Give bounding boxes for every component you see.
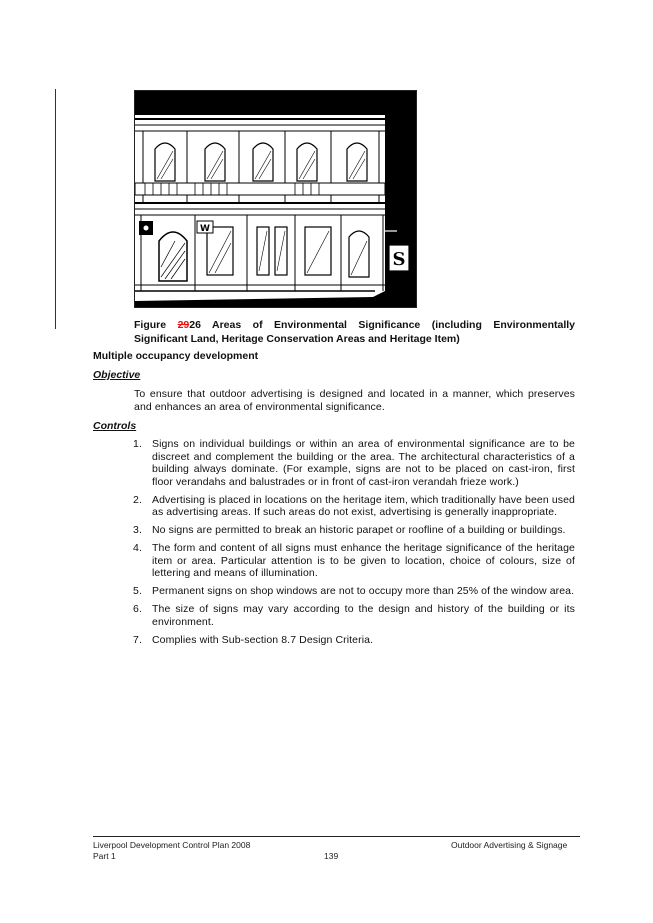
- control-item: [133, 634, 575, 647]
- caption-number-deleted: 29: [177, 319, 190, 331]
- objective-text: To ensure that outdoor advertising is designed and located in a manner, which preserves and enhances an area of environmental significance.: [134, 388, 575, 413]
- control-item: [133, 438, 575, 488]
- control-text: No signs are permitted to break an historic parapet or roofline of a building or buildings.: [152, 524, 566, 536]
- figure-caption: [134, 318, 575, 346]
- caption-prefix: Figure: [134, 319, 167, 331]
- control-item: [133, 524, 575, 537]
- footer-divider: [93, 836, 580, 837]
- footer-document-title: Liverpool Development Control Plan 2008: [93, 840, 251, 850]
- control-number: 5.: [133, 585, 142, 597]
- control-text: Permanent signs on shop windows are not to occupy more than 25% of the window area.: [152, 585, 575, 597]
- caption-line2: Significant Land, Heritage Conservation Areas and Heritage Item): [134, 333, 460, 345]
- control-text: Signs on individual buildings or within an area of environmental significance are to be discreet and complement the building or the area. The architectural characteristics of a building always dominate. (For example, signs are not to be placed on cast-iron, first floor verandahs and balustrades or in front of cast-iron verandah frieze work.): [152, 438, 575, 488]
- footer-part: Part 1: [93, 851, 116, 861]
- control-text: The form and content of all signs must enhance the heritage significance of the heritage item or area. Particular attention is to be given to location, choice of colours, size of lettering and means of illumination.: [152, 542, 575, 579]
- footer-section-title: Outdoor Advertising & Signage: [451, 840, 568, 850]
- control-number: 1.: [133, 438, 142, 450]
- control-item: [133, 494, 575, 519]
- control-item: [133, 542, 575, 580]
- control-number: 3.: [133, 524, 142, 536]
- caption-line1: Areas of Environmental Significance (including Environmentally: [212, 319, 576, 331]
- control-number: 7.: [133, 633, 142, 646]
- control-item: [133, 603, 575, 628]
- control-number: 4.: [133, 542, 142, 554]
- w-sign-letter: W: [200, 224, 210, 234]
- control-number: 6.: [133, 603, 142, 615]
- section-title: Multiple occupancy development: [93, 350, 259, 362]
- controls-heading: Controls: [93, 420, 137, 432]
- heritage-building-figure: [134, 90, 417, 308]
- page-number: 139: [324, 851, 339, 861]
- control-text: Advertising is placed in locations on the heritage item, which traditionally have been used as advertising areas. If such areas do not exist, advertising is generally inappropriate.: [152, 493, 575, 518]
- building-sketch: [135, 91, 416, 307]
- objective-heading: Objective: [93, 369, 141, 381]
- revision-margin-bar: [55, 89, 56, 329]
- control-text: Complies with Sub-section 8.7 Design Criteria.: [152, 633, 374, 646]
- control-item: [133, 585, 575, 598]
- controls-list: [133, 438, 575, 652]
- control-number: 2.: [133, 493, 142, 506]
- control-text: The size of signs may vary according to the design and history of the building or its environment.: [152, 603, 575, 628]
- hanging-sign-letter: S: [392, 249, 406, 270]
- caption-number: 26: [189, 319, 201, 331]
